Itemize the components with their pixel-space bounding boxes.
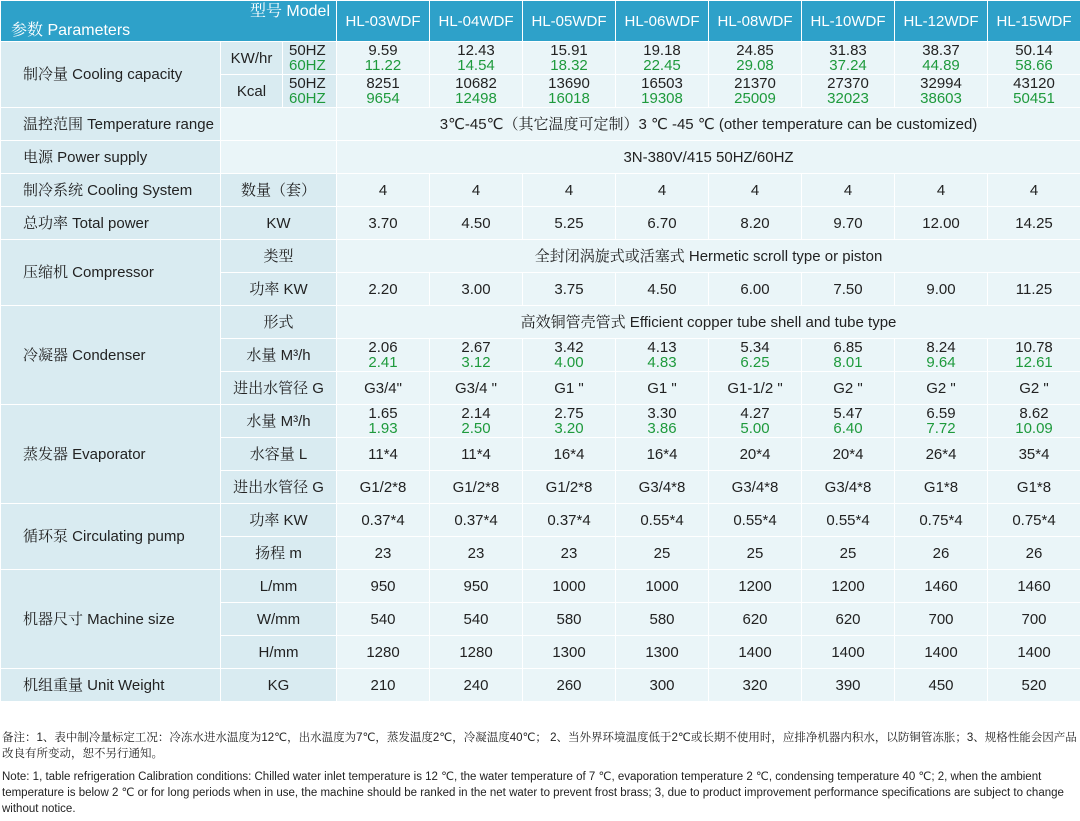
- condenser-water-value-60hz: 2.41: [368, 354, 398, 371]
- pump-power-value: 0.55*4: [616, 504, 709, 537]
- condenser-water-value-50hz: 6.85: [833, 339, 863, 356]
- evaporator-water-value: [709, 405, 802, 438]
- condenser-water-value-60hz: 4.83: [647, 354, 677, 371]
- evaporator-water-value-60hz: 7.72: [926, 420, 956, 437]
- cooling-kcal-value-50hz: 16503: [641, 75, 683, 92]
- weight-value: 300: [616, 669, 709, 702]
- cooling-kw-value-50hz: 50.14: [1015, 42, 1053, 59]
- evaporator-volume-value: 11*4: [337, 438, 430, 471]
- cooling-kcal-value: [802, 75, 895, 108]
- compressor-power-value: 9.00: [895, 273, 988, 306]
- compressor-power-value: 7.50: [802, 273, 895, 306]
- model-name: HL-03WDF: [337, 1, 430, 42]
- hz-50: 50HZ: [289, 42, 326, 59]
- cooling-kw-value: [337, 42, 430, 75]
- total-power-value: 3.70: [337, 207, 430, 240]
- condenser-water-value: [802, 339, 895, 372]
- hz-50: 50HZ: [289, 75, 326, 92]
- condenser-pipe-value: G1 ": [523, 372, 616, 405]
- size-h-value: 1300: [523, 636, 616, 669]
- evaporator-volume-sub: 水容量 L: [221, 438, 337, 471]
- cooling-kcal-value: [523, 75, 616, 108]
- evaporator-water-value-50hz: 2.14: [461, 405, 491, 422]
- hz-60: 60HZ: [289, 57, 326, 74]
- cooling-kw-value-50hz: 9.59: [368, 42, 398, 59]
- weight-value: 390: [802, 669, 895, 702]
- pump-head-value: 23: [337, 537, 430, 570]
- size-l-value: 1460: [988, 570, 1080, 603]
- condenser-water-value-60hz: 8.01: [833, 354, 863, 371]
- weight-row: [1, 669, 1080, 702]
- evaporator-water-sub: 水量 M³/h: [221, 405, 337, 438]
- pump-power-row: [1, 504, 1080, 537]
- evaporator-volume-value: 11*4: [430, 438, 523, 471]
- cooling-kcal-value-50hz: 27370: [827, 75, 869, 92]
- evaporator-pipe-value: G1/2*8: [337, 471, 430, 504]
- cooling-kcal-value: [895, 75, 988, 108]
- cooling-system-row: [1, 174, 1080, 207]
- cooling-kcal-value: [616, 75, 709, 108]
- cooling-kcal-value-60hz: 19308: [641, 90, 683, 107]
- size-w-value: 700: [895, 603, 988, 636]
- power-supply-value: 3N-380V/415 50HZ/60HZ: [337, 141, 1080, 174]
- compressor-power-value: 11.25: [988, 273, 1080, 306]
- cooling-kw-value: [988, 42, 1080, 75]
- evaporator-pipe-value: G3/4*8: [616, 471, 709, 504]
- size-h-value: 1300: [616, 636, 709, 669]
- pump-power-value: 0.75*4: [895, 504, 988, 537]
- weight-label: 机组重量 Unit Weight: [1, 669, 221, 702]
- condenser-water-value-50hz: 2.06: [368, 339, 398, 356]
- size-l-row: [1, 570, 1080, 603]
- pump-power-sub: 功率 KW: [221, 504, 337, 537]
- size-l-value: 950: [337, 570, 430, 603]
- size-w-value: 620: [709, 603, 802, 636]
- model-name: HL-06WDF: [616, 1, 709, 42]
- size-l-value: 950: [430, 570, 523, 603]
- compressor-power-value: 2.20: [337, 273, 430, 306]
- condenser-water-value-60hz: 12.61: [1015, 354, 1053, 371]
- compressor-type-sub: 类型: [221, 240, 337, 273]
- condenser-pipe-value: G1 ": [616, 372, 709, 405]
- size-w-value: 700: [988, 603, 1080, 636]
- cooling-kcal-value-60hz: 16018: [548, 90, 590, 107]
- cooling-kcal-value-50hz: 43120: [1013, 75, 1055, 92]
- cooling-kcal-value: [709, 75, 802, 108]
- pump-head-value: 26: [988, 537, 1080, 570]
- size-w-value: 540: [430, 603, 523, 636]
- evaporator-water-value-50hz: 8.62: [1019, 405, 1049, 422]
- condenser-water-value-50hz: 4.13: [647, 339, 677, 356]
- power-supply-row: [1, 141, 1080, 174]
- size-l-value: 1200: [709, 570, 802, 603]
- cooling-kcal-value-60hz: 12498: [455, 90, 497, 107]
- compressor-type-row: [1, 240, 1080, 273]
- evaporator-pipe-value: G3/4*8: [802, 471, 895, 504]
- condenser-water-value: [523, 339, 616, 372]
- size-w-value: 580: [616, 603, 709, 636]
- temp-value: 3℃-45℃（其它温度可定制）3 ℃ -45 ℃ (other temperature can be customized): [337, 108, 1080, 141]
- weight-value: 450: [895, 669, 988, 702]
- cooling-kcal-value-60hz: 38603: [920, 90, 962, 107]
- condenser-water-value-50hz: 2.67: [461, 339, 491, 356]
- evaporator-water-value-60hz: 3.20: [554, 420, 584, 437]
- params-label: 参数 Parameters: [11, 22, 131, 39]
- evaporator-water-value-60hz: 10.09: [1015, 420, 1053, 437]
- evaporator-water-value-50hz: 6.59: [926, 405, 956, 422]
- evaporator-pipe-sub: 进出水管径 G: [221, 471, 337, 504]
- evaporator-water-value-50hz: 1.65: [368, 405, 398, 422]
- pump-head-value: 23: [523, 537, 616, 570]
- size-w-value: 540: [337, 603, 430, 636]
- model-name: HL-04WDF: [430, 1, 523, 42]
- condenser-pipe-value: G2 ": [802, 372, 895, 405]
- evaporator-volume-value: 20*4: [802, 438, 895, 471]
- pump-power-value: 0.37*4: [430, 504, 523, 537]
- size-h-value: 1400: [895, 636, 988, 669]
- evaporator-water-value: [523, 405, 616, 438]
- evaporator-water-value-60hz: 1.93: [368, 420, 398, 437]
- cooling-system-value: 4: [895, 174, 988, 207]
- pump-head-value: 25: [802, 537, 895, 570]
- cooling-kcal-value: [988, 75, 1080, 108]
- power-supply-label: 电源 Power supply: [1, 141, 221, 174]
- condenser-water-value-50hz: 3.42: [554, 339, 584, 356]
- evaporator-volume-value: 26*4: [895, 438, 988, 471]
- cooling-kw-value-50hz: 24.85: [736, 42, 774, 59]
- total-power-row: [1, 207, 1080, 240]
- compressor-label: 压缩机 Compressor: [1, 240, 221, 306]
- condenser-water-value-50hz: 5.34: [740, 339, 770, 356]
- pump-power-value: 0.75*4: [988, 504, 1080, 537]
- total-power-value: 6.70: [616, 207, 709, 240]
- cooling-kcal-value: [430, 75, 523, 108]
- condenser-water-value-60hz: 3.12: [461, 354, 491, 371]
- model-name: HL-08WDF: [709, 1, 802, 42]
- condenser-water-value-50hz: 8.24: [926, 339, 956, 356]
- evaporator-volume-value: 35*4: [988, 438, 1080, 471]
- model-name: HL-05WDF: [523, 1, 616, 42]
- evaporator-water-value: [430, 405, 523, 438]
- condenser-pipe-value: G3/4 ": [430, 372, 523, 405]
- hz-60: 60HZ: [289, 90, 326, 107]
- evaporator-pipe-value: G1/2*8: [430, 471, 523, 504]
- pump-head-value: 25: [616, 537, 709, 570]
- condenser-form-value: 高效铜管壳管式 Efficient copper tube shell and tube type: [337, 306, 1080, 339]
- condenser-form-sub: 形式: [221, 306, 337, 339]
- cooling-kw-value-50hz: 31.83: [829, 42, 867, 59]
- evaporator-water-value-50hz: 4.27: [740, 405, 770, 422]
- power-supply-sub-empty: [221, 141, 337, 174]
- evaporator-label: 蒸发器 Evaporator: [1, 405, 221, 504]
- condenser-water-value-60hz: 4.00: [554, 354, 584, 371]
- cooling-kw-value: [709, 42, 802, 75]
- evaporator-water-value: [988, 405, 1080, 438]
- cooling-kw-value: [523, 42, 616, 75]
- compressor-power-value: 3.00: [430, 273, 523, 306]
- cooling-kcal-value: [337, 75, 430, 108]
- pump-head-value: 26: [895, 537, 988, 570]
- cooling-kw-row: [1, 42, 1080, 75]
- size-l-value: 1000: [523, 570, 616, 603]
- cooling-system-value: 4: [988, 174, 1080, 207]
- weight-value: 320: [709, 669, 802, 702]
- cooling-system-value: 4: [337, 174, 430, 207]
- size-h-value: 1400: [709, 636, 802, 669]
- total-power-value: 4.50: [430, 207, 523, 240]
- cooling-system-value: 4: [802, 174, 895, 207]
- condenser-pipe-sub: 进出水管径 G: [221, 372, 337, 405]
- cooling-system-value: 4: [709, 174, 802, 207]
- cooling-kcal-value-50hz: 10682: [455, 75, 497, 92]
- size-w-sub: W/mm: [221, 603, 337, 636]
- condenser-water-value-60hz: 6.25: [740, 354, 770, 371]
- total-power-value: 9.70: [802, 207, 895, 240]
- cooling-kw-value-60hz: 14.54: [457, 57, 495, 74]
- cooling-kcal-value-60hz: 50451: [1013, 90, 1055, 107]
- evaporator-water-value: [337, 405, 430, 438]
- cooling-kw-value: [430, 42, 523, 75]
- evaporator-volume-value: 20*4: [709, 438, 802, 471]
- pump-power-value: 0.55*4: [709, 504, 802, 537]
- cooling-kcal-value-50hz: 21370: [734, 75, 776, 92]
- compressor-power-value: 3.75: [523, 273, 616, 306]
- temp-row: [1, 108, 1080, 141]
- model-name: HL-15WDF: [988, 1, 1080, 42]
- evaporator-water-value-60hz: 3.86: [647, 420, 677, 437]
- cooling-kw-value-60hz: 18.32: [550, 57, 588, 74]
- temp-sub-empty: [221, 108, 337, 141]
- condenser-water-value: [895, 339, 988, 372]
- cooling-kcal-value-50hz: 13690: [548, 75, 590, 92]
- cooling-system-sub: 数量（套）: [221, 174, 337, 207]
- size-h-value: 1400: [802, 636, 895, 669]
- size-label: 机器尺寸 Machine size: [1, 570, 221, 669]
- condenser-water-value: [616, 339, 709, 372]
- cooling-kw-value-50hz: 12.43: [457, 42, 495, 59]
- header-row: [1, 1, 1080, 42]
- size-h-sub: H/mm: [221, 636, 337, 669]
- condenser-form-row: [1, 306, 1080, 339]
- size-l-value: 1460: [895, 570, 988, 603]
- header-corner: [1, 1, 337, 42]
- size-h-value: 1280: [430, 636, 523, 669]
- temp-label: 温控范围 Temperature range: [1, 108, 221, 141]
- cooling-kw-value: [895, 42, 988, 75]
- cooling-kw-value-60hz: 58.66: [1015, 57, 1053, 74]
- size-h-value: 1400: [988, 636, 1080, 669]
- cooling-kcal-value-50hz: 32994: [920, 75, 962, 92]
- cooling-hz: [283, 42, 337, 75]
- pump-power-value: 0.37*4: [523, 504, 616, 537]
- size-h-value: 1280: [337, 636, 430, 669]
- cooling-kcal-value-50hz: 8251: [366, 75, 400, 92]
- condenser-water-value: [709, 339, 802, 372]
- cooling-kw-value-50hz: 19.18: [643, 42, 681, 59]
- cooling-system-label: 制冷系统 Cooling System: [1, 174, 221, 207]
- pump-label: 循环泵 Circulating pump: [1, 504, 221, 570]
- cooling-hz: [283, 75, 337, 108]
- condenser-water-value: [988, 339, 1080, 372]
- evaporator-volume-value: 16*4: [616, 438, 709, 471]
- condenser-water-value-60hz: 9.64: [926, 354, 956, 371]
- cooling-kcal-value-60hz: 32023: [827, 90, 869, 107]
- evaporator-water-value-60hz: 2.50: [461, 420, 491, 437]
- cooling-kw-value-50hz: 15.91: [550, 42, 588, 59]
- size-l-sub: L/mm: [221, 570, 337, 603]
- evaporator-water-value: [895, 405, 988, 438]
- cooling-kw-value-60hz: 29.08: [736, 57, 774, 74]
- condenser-pipe-value: G3/4": [337, 372, 430, 405]
- total-power-sub: KW: [221, 207, 337, 240]
- note-english: Note: 1, table refrigeration Calibration conditions: Chilled water inlet temperature is 12 ℃, the water temperature of 7 ℃, evaporation temperature 2 ℃, condensing temperature 40 ℃; 2, when the ambient temperature is below 2 ℃ or for long periods when in use, the machine should be ranked in the net water to prevent frost brass; 3, due to product improvement performance specifications are subject to change without notice.: [2, 771, 1064, 815]
- total-power-label: 总功率 Total power: [1, 207, 221, 240]
- cooling-kw-value-60hz: 44.89: [922, 57, 960, 74]
- pump-head-sub: 扬程 m: [221, 537, 337, 570]
- weight-value: 520: [988, 669, 1080, 702]
- compressor-type-value: 全封闭涡旋式或活塞式 Hermetic scroll type or piston: [337, 240, 1080, 273]
- cooling-capacity-label: 制冷量 Cooling capacity: [1, 42, 221, 108]
- evaporator-water-value-50hz: 5.47: [833, 405, 863, 422]
- condenser-pipe-value: G1-1/2 ": [709, 372, 802, 405]
- evaporator-pipe-value: G1/2*8: [523, 471, 616, 504]
- evaporator-water-value: [802, 405, 895, 438]
- evaporator-pipe-value: G1*8: [988, 471, 1080, 504]
- cooling-kcal-value-60hz: 9654: [366, 90, 400, 107]
- note-chinese: 备注：1、表中制冷量标定工况：冷冻水进水温度为12℃，出水温度为7℃，蒸发温度2℃，冷凝温度40℃； 2、当外界环境温度低于2℃或长期不使用时，应排净机器内积水，以防铜管冻胀；3、规格性能会因产品改良有所变动，恕不另行通知。: [2, 732, 1077, 760]
- cooling-system-value: 4: [430, 174, 523, 207]
- evaporator-volume-value: 16*4: [523, 438, 616, 471]
- cooling-kw-value: [616, 42, 709, 75]
- condenser-pipe-value: G2 ": [895, 372, 988, 405]
- weight-sub: KG: [221, 669, 337, 702]
- evaporator-pipe-value: G3/4*8: [709, 471, 802, 504]
- size-w-value: 620: [802, 603, 895, 636]
- evaporator-pipe-value: G1*8: [895, 471, 988, 504]
- size-l-value: 1000: [616, 570, 709, 603]
- compressor-power-value: 4.50: [616, 273, 709, 306]
- compressor-power-value: 6.00: [709, 273, 802, 306]
- weight-value: 240: [430, 669, 523, 702]
- total-power-value: 12.00: [895, 207, 988, 240]
- cooling-kw-value-60hz: 37.24: [829, 57, 867, 74]
- pump-power-value: 0.55*4: [802, 504, 895, 537]
- size-l-value: 1200: [802, 570, 895, 603]
- total-power-value: 5.25: [523, 207, 616, 240]
- cooling-kcal-unit: Kcal: [221, 75, 283, 108]
- cooling-kw-value-50hz: 38.37: [922, 42, 960, 59]
- evaporator-water-row: [1, 405, 1080, 438]
- cooling-kw-value-60hz: 11.22: [364, 57, 402, 74]
- condenser-water-value: [337, 339, 430, 372]
- cooling-kw-value-60hz: 22.45: [643, 57, 681, 74]
- model-name: HL-12WDF: [895, 1, 988, 42]
- model-label: 型号 Model: [249, 3, 331, 20]
- evaporator-water-value: [616, 405, 709, 438]
- cooling-kcal-value-60hz: 25009: [734, 90, 776, 107]
- compressor-power-sub: 功率 KW: [221, 273, 337, 306]
- pump-head-value: 25: [709, 537, 802, 570]
- condenser-water-sub: 水量 M³/h: [221, 339, 337, 372]
- cooling-system-value: 4: [523, 174, 616, 207]
- size-w-value: 580: [523, 603, 616, 636]
- evaporator-water-value-60hz: 5.00: [740, 420, 770, 437]
- cooling-kw-unit: KW/hr: [221, 42, 283, 75]
- weight-value: 260: [523, 669, 616, 702]
- weight-value: 210: [337, 669, 430, 702]
- model-name: HL-10WDF: [802, 1, 895, 42]
- condenser-water-value: [430, 339, 523, 372]
- condenser-water-value-50hz: 10.78: [1015, 339, 1053, 356]
- cooling-system-value: 4: [616, 174, 709, 207]
- evaporator-water-value-60hz: 6.40: [833, 420, 863, 437]
- condenser-label: 冷凝器 Condenser: [1, 306, 221, 405]
- total-power-value: 14.25: [988, 207, 1080, 240]
- pump-power-value: 0.37*4: [337, 504, 430, 537]
- evaporator-water-value-50hz: 2.75: [554, 405, 584, 422]
- pump-head-value: 23: [430, 537, 523, 570]
- condenser-pipe-value: G2 ": [988, 372, 1080, 405]
- evaporator-water-value-50hz: 3.30: [647, 405, 677, 422]
- total-power-value: 8.20: [709, 207, 802, 240]
- cooling-kw-value: [802, 42, 895, 75]
